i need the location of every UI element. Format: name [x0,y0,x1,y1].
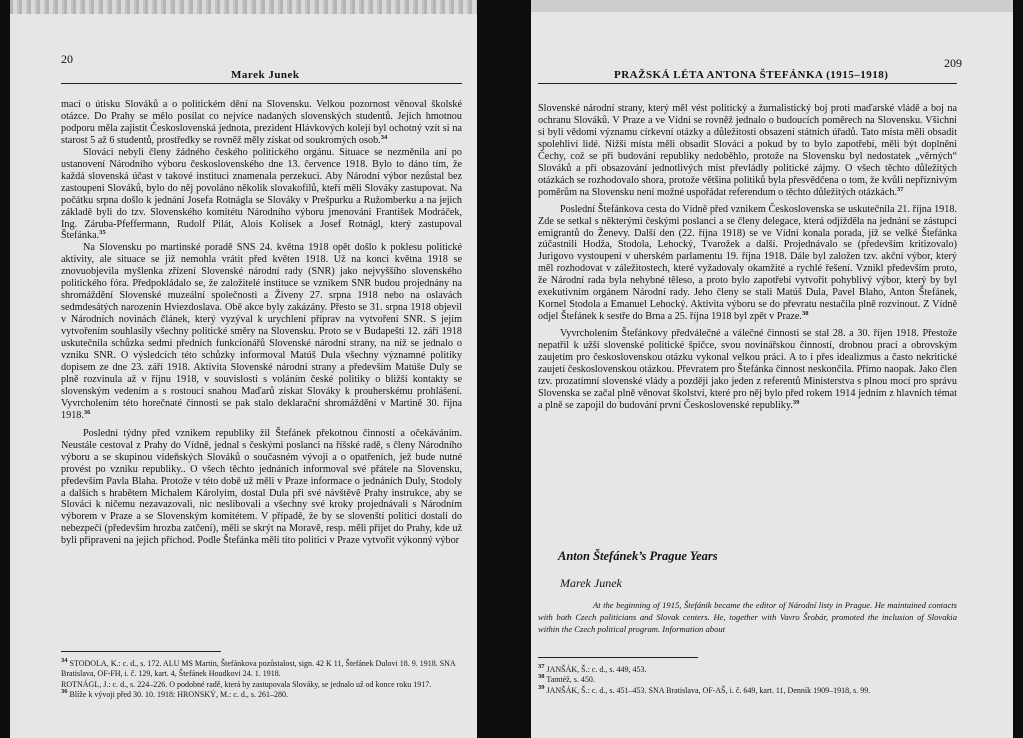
paragraph: Slováci nebyli členy žádného českého politického orgánu. Situace se nezměnila ani po ustanovení Národního výboru československého dne 13. července 1918. Bylo to dáno tím, že každá slovenská účast v takové instituci znamenala perzekuci. Aby Národní výbor nezůstal bez zastoupení Slováků, bylo do něj povoláno několik slovakofilů, kteří měli Slováky zastupovat. Na počátku srpna došlo k jednání Josefa Rotnágla se Slováky v Prešpurku a Ružomberku a na jejich základě byli do tzv. Slovenského komitétu Národního výboru jmenováni František Modráček, Ing. Záruba-Pfeffermann, Rudolf Pilát, Alois Kolísek a Josef Rotnágl, který zastupoval Štefánka.$^{35}$ [61,146,462,242]
summary-abstract: At the beginning of 1915, Štefánik became the editor of Národní listy in Prague. He maintained contacts with both Czech politicians and Slovak centers. He, together with Vavro Šrobár, promoted the inclusion of Slovakia within the Czech political program. Information about [538,600,957,634]
footnote-ref: 38 [801,310,809,318]
footnote: $^{39}$ JANŠÁK, Š.: c. d., s. 451–453. SNA Bratislava, OF-AŠ, i. č. 649, kart. 11, Denník 1909–1918, s. 99. [538,683,871,695]
footnote-ref: 35 [99,229,106,237]
page-number: 209 [944,56,962,70]
footnote-ref: 34 [380,133,388,141]
footnote: $^{38}$ Tamtéž, s. 450. [538,673,595,685]
summary-author: Marek Junek [560,576,622,590]
footnote-ref: 36 [83,408,91,416]
scan-artifact-top [10,0,477,14]
paragraph: Vyvrcholením Štefánkovy předválečné a válečné činnosti se stal 28. a 30. říjen 1918. Přestože nepatřil k užší slovenské politické špičce, svou novinářskou činností, drobnou prací a obrovským zaujetím pro československou otázku vykonal velkou práci. A to i přes idealizmus a často nekritické zaujetí československou otázkou. Převratem pro Štefánka činnost neskončila. Přímo naopak. Jako člen tzv. prozatímní slovenské vlády a později jako jeden z referentů Ministerstva s plnou mocí pro správu Slovenska se začal plně věnovat školství, které pro něj bylo před rokem 1914 jedním z hlavních témat a plně se zapojil do budování první Československé republiky.$^{39}$ [538,328,957,411]
paragraph: Slovenské národní strany, který měl vést politický a žurnalistický boj proti maďarské vládě a boj na ochranu Slováků. V Praze a ve Vídni se rovněž jednalo o budoucích poměrech na Slovensku. Všichni si byli vědomi významu církevní otázky a důležitosti obsazení státních úřadů. Tato místa měli obsadit spolehliví lidé. Nižší místa měli obsadit Slováci a pokud by to bylo zapotřebí, měli být doplněni Čechy, což se při budování republiky nedoběhlo, protože na Slovensku byl nedostatek „věrných“ Slováků a při obsazování jednotlivých míst převládly politické zájmy. O všech těchto důležitých otázkách se rozhodovalo shora, protože většina politiků byla přesvědčena o tom, že kvůli nepříznivým poměrům na Slovensku není možné uspořádat referendum o těchto důležitých otázkách.$^{37}$ [538,103,957,198]
right-page [531,0,1013,738]
paragraph: Na Slovensku po martinské poradě SNS 24. května 1918 opět došlo k poklesu politické aktivity, ale situace se již nemohla vrátit před květen 1918. Už na konci května 1918 se znovuobjevila myšlenka zřízení Slovenské národní rady (SNR) jako nejvyššího slovenského politického fóra. Předpokládalo se, že založitelé instituce se vznikem SNR budou projednány na shromáždění Slovenské muzeální společnosti a Živeny 27. srpna 1918 nebo na oslavách sedmdesátých narozenin Hviezdoslava. Obě akce byly zakázány. Přesto se 31. srpna 1918 objevil v Národních novinách článek, který vyzýval k urychlení příprav na vytvoření SNR. S jejím vytvořením souhlasily všechny politické směry na Slovensku. Proto se v Budapešti 12. září 1918 uskutečnila schůzka sedmi předních funkcionářů Slovenské národní strany, na níž se jednalo o vzniku SNR. O výsledcích této schůzky informoval Matúš Dula všechny významné politiky dopisem ze dne 23. září 1918. Aktivita Slovenské národní strany a především Matúše Duly se plně rozvinula až v říjnu 1918, v souvislosti s voláním české politiky o bližší kontakty se slovenským vedením a s rostoucí snahou Maďarů získat Slováky k prouherskému prohlášení. Vyvrcholením této horečnaté činnosti se pak stalo deklarační shromáždění v Martině 30. října 1918.36 [61,242,462,421]
footnote: $^{37}$ JANŠÁK, Š.: c. d., s. 449, 453. [538,663,647,674]
page-number: 20 [61,52,73,66]
running-head: PRAŽSKÁ LÉTA ANTONA ŠTEFÁNKA (1915–1918) [614,69,889,81]
body-text [61,99,462,547]
header-rule [538,83,957,84]
footnote: ROTNÁGL, J.: c. d., s. 224–226. O podobné radě, která by zastupovala Slováky, se jednalo už od konce roku 1917. [61,679,432,689]
paragraph: Poslední týdny před vznikem republiky žil Štefánek překotnou činností a očekáváním. Neustále cestoval z Prahy do Vídně, jednal s českými poslanci na říšské radě, s členy Národního výboru a se skupinou vídeňských Slováků o současném vývoji a o opatřeních, jež bude nutné provést po vzniku republiky.. O všech těchto jednáních informoval své přátele na Slovensku, především Pavla Blaha. Protože v této době už měli v Praze informace o jednáních Duly, Stodoly a dalších s hrabětem Michalem Károlyim, dostal Dula při své návštěvě Prahy instrukce, aby se Slováci k ničemu nezavazovali, nic neslibovali a všechny své kroky projednávali s Národním výborem v Praze a se Slovenským komitétem. V případě, že by se slovenští politici dostali do nebezpečí (především hrozba zatčení), měli se skrýt na Moravě, resp. měli přijet do Prahy, kde už byli připraveni na jejich příchod. Podle Štefánka měli tito politici v Praze vytvořit výkonný výbor [61,427,462,547]
footnotes [538,665,957,696]
footnote-separator [61,651,221,652]
footnote: $^{34}$ STODOLA, K.: c. d., s. 172. ALU MS Martin, Štefánkova pozůstalost, sign. 42 K 11, Štefánek Dulovi 18. 9. 1918. SNA Bratislava, OF-FH, i. č. 129, kart. 4, Štefánek Houdkovi 24. 1. 1918. [61,657,456,679]
footnote-ref: 39 [792,398,800,406]
footnote-ref: 37 [897,185,904,193]
body-text [538,103,957,412]
summary-title: Anton Štefánek’s Prague Years [558,549,718,563]
paragraph: mací o útisku Slováků a o politickém dění na Slovensku. Velkou pozornost věnoval školské otázce. Do Prahy se mělo posílat co nejvíce nadaných slovenských studentů. Jejich hmotnou podporu měla zajistit Československá jednota, prezident Hlávkových kolejí byl ochotný vzít si na starost 5 až 6 studentů, prostředky se rovněž měly získat od soukromých osob.$^{34}$ [61,99,462,146]
paragraph: Poslední Štefánkova cesta do Vídně před vznikem Československa se uskutečnila 21. října 1918. Zde se setkal s některými českými poslanci a se členy delegace, která odjížděla na jednání se zástupci emigrantů do Ženevy. Další den (22. října 1918) se ve Vídni konala porada, jíž se velké Štefánka zúčastnili Hodža, Stodola, Lehocký, Tvarožek a další. Projednávalo se (především kritizovalo) Jurigovo vystoupení v uherském parlamentu 19. října 1918. Dále byl založen tzv. akční výbor, který měl rozhodovat v záležitostech, které vyžadovaly okamžité a rychlé řešení. Vznikl především proto, že Národní rada byla nehybné těleso, a proto bylo zapotřebí vytvořit pohyblivý výbor, který by byl exekutivním orgánem Národní rady. Jeho členy se stali Matúš Dula, Pavel Blaho, Anton Štefánek, Kornel Stodola a Emanuel Lehocký. Aktivita výboru se do převratu nestačila plně rozvinout. Z Vídně odjel Štefánek k sestře do Brna a 25. října 1918 byl zpět v Praze.$^{38}$ [538,203,957,323]
footnote: $^{36}$ Blíže k vývoji před 30. 10. 1918: HRONSKÝ, M.: c. d., s. 261–280. [61,688,288,700]
header-rule [61,83,462,84]
running-head: Marek Junek [231,69,300,81]
footnotes [61,659,456,701]
footnote-separator [538,657,698,658]
scan-artifact-top [531,0,1013,12]
left-page [10,0,477,738]
